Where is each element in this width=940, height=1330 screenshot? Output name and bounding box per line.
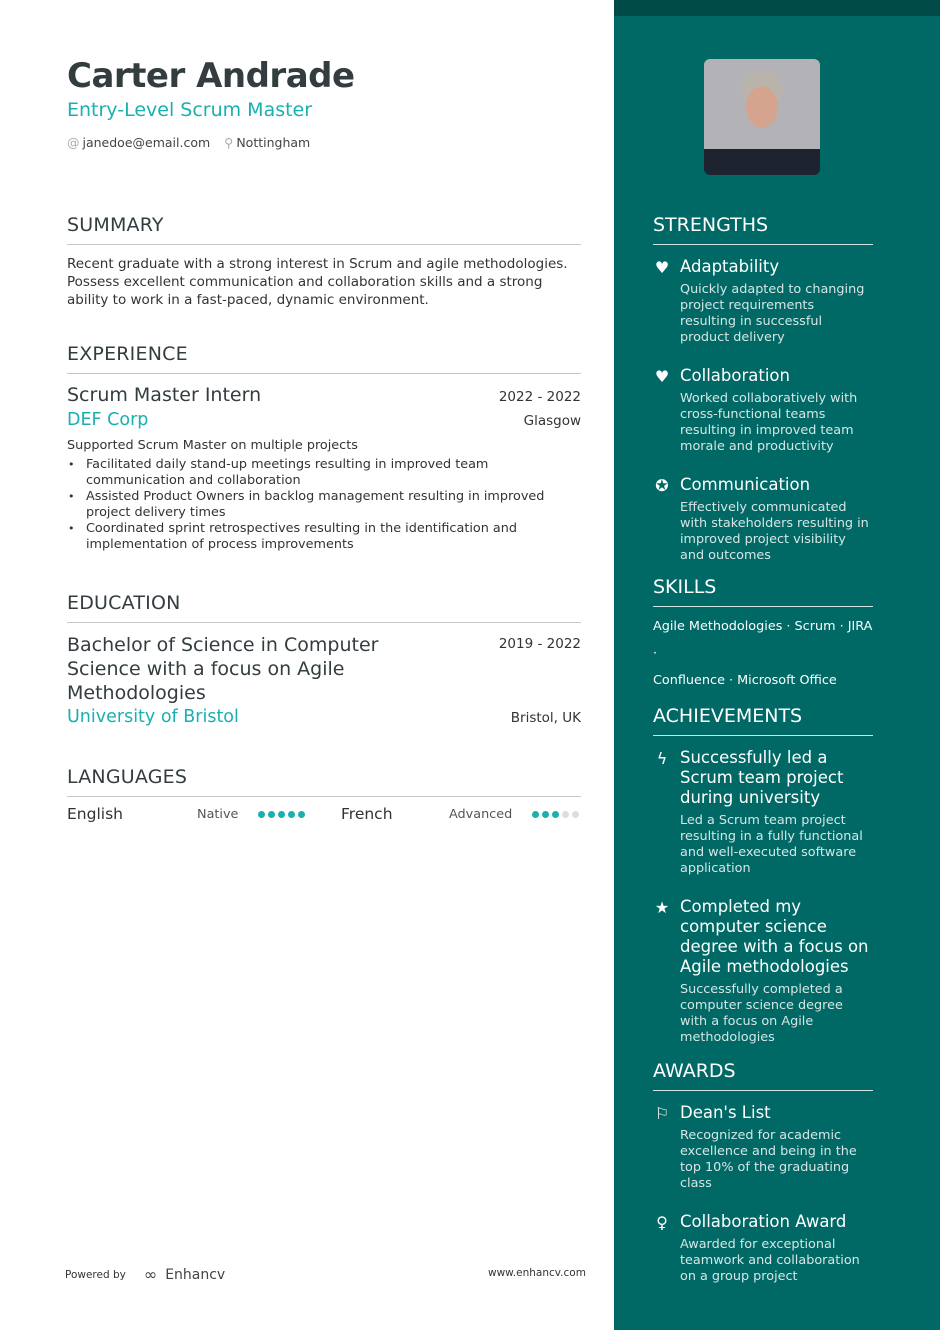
bullet: • Facilitated daily stand-up meetings resulting in improved team communication and collaboration <box>67 457 581 489</box>
section-heading: ACHIEVEMENTS <box>653 705 873 736</box>
strength-item <box>653 475 873 564</box>
strength-item <box>653 366 873 455</box>
footer-powered <box>65 1265 225 1284</box>
rating-dot <box>572 811 579 818</box>
bullet: • Assisted Product Owners in backlog management resulting in improved project delivery times <box>67 489 581 521</box>
school: University of Bristol <box>67 707 239 727</box>
strength-desc: Quickly adapted to changing project requirements resulting in successful product delivery <box>680 282 865 345</box>
rating-dot <box>278 811 285 818</box>
language-rating <box>258 811 341 818</box>
contact-info <box>67 135 310 150</box>
awards-section <box>653 1060 873 1285</box>
rating-dot <box>298 811 305 818</box>
heart-icon: ♥ <box>654 258 670 277</box>
section-heading: LANGUAGES <box>67 766 581 797</box>
award-desc: Awarded for exceptional teamwork and collaboration on a group project <box>680 1237 860 1284</box>
footer-url[interactable]: www.enhancv.com <box>488 1267 586 1279</box>
sidebar-top-band <box>614 0 940 16</box>
strength-item <box>653 257 873 346</box>
achievements-section <box>653 705 873 1046</box>
achievement-item <box>653 897 873 1046</box>
star-icon: ★ <box>654 898 670 917</box>
section-heading: EXPERIENCE <box>67 343 581 374</box>
skills-section <box>653 576 873 694</box>
rating-dot <box>542 811 549 818</box>
section-heading: SUMMARY <box>67 214 581 245</box>
job-bullets <box>67 457 581 553</box>
rating-dot <box>288 811 295 818</box>
languages-section <box>67 766 581 823</box>
degree: Bachelor of Science in Computer Science with a focus on Agile Methodologies <box>67 634 379 704</box>
award-item <box>653 1212 873 1285</box>
rating-dot <box>562 811 569 818</box>
section-heading: STRENGTHS <box>653 214 873 245</box>
enhancv-logo-icon: ∞ <box>143 1265 158 1284</box>
flag-icon: ⚐ <box>654 1104 670 1123</box>
section-heading: EDUCATION <box>67 592 581 623</box>
skills-line: Confluence · Microsoft Office <box>653 673 837 688</box>
brand-name[interactable]: Enhancv <box>165 1266 226 1283</box>
rating-dot <box>552 811 559 818</box>
strength-title: Communication <box>680 475 811 494</box>
at-icon: @ <box>67 135 80 150</box>
email[interactable]: janedoe@email.com <box>82 135 211 150</box>
location-pin-icon: ⚲ <box>224 135 234 150</box>
rating-dot <box>532 811 539 818</box>
achievement-title: Successfully led a Scrum team project during university <box>680 748 844 807</box>
strength-title: Adaptability <box>680 257 780 276</box>
lightning-icon: ϟ <box>656 749 668 768</box>
language-rating <box>532 811 579 818</box>
award-ribbon-icon: ✪ <box>655 476 669 495</box>
rating-dot <box>258 811 265 818</box>
section-heading: AWARDS <box>653 1060 873 1091</box>
job-location: Glasgow <box>523 413 581 429</box>
language-name: English <box>67 805 123 823</box>
section-heading: SKILLS <box>653 576 873 607</box>
award-item <box>653 1103 873 1192</box>
powered-by-label: Powered by <box>65 1268 126 1281</box>
language-level: Native <box>197 806 239 822</box>
education-section <box>67 592 581 727</box>
award-title: Collaboration Award <box>680 1212 847 1231</box>
strength-desc: Effectively communicated with stakeholders resulting in improved project visibility and outcomes <box>680 500 869 563</box>
heart-icon: ♥ <box>654 367 670 386</box>
strength-desc: Worked collaboratively with cross-functional teams resulting in improved team morale and productivity <box>680 391 858 454</box>
candidate-name: Carter Andrade <box>67 56 355 96</box>
award-desc: Recognized for academic excellence and being in the top 10% of the graduating class <box>680 1128 857 1191</box>
achievement-desc: Led a Scrum team project resulting in a fully functional and well-executed software application <box>680 813 863 876</box>
edu-dates: 2019 - 2022 <box>498 636 581 652</box>
language-name: French <box>341 805 393 823</box>
summary-text: Recent graduate with a strong interest in Scrum and agile methodologies. Possess excellent communication and collaboration skills and a strong ability to work in a fast-paced, dynamic environment. <box>67 256 568 308</box>
company: DEF Corp <box>67 410 149 430</box>
lightbulb-icon: ♀ <box>656 1213 668 1232</box>
language-level: Advanced <box>449 806 513 822</box>
summary-section <box>67 214 581 309</box>
job-title: Entry-Level Scrum Master <box>67 99 313 121</box>
achievement-desc: Successfully completed a computer science degree with a focus on Agile methodologies <box>680 982 843 1045</box>
location: Nottingham <box>236 135 311 150</box>
skills-line: Agile Methodologies · Scrum · JIRA · <box>653 619 873 661</box>
award-title: Dean's List <box>680 1103 771 1122</box>
achievement-title: Completed my computer science degree with a focus on Agile methodologies <box>680 897 869 976</box>
job-description: Supported Scrum Master on multiple projects <box>67 438 358 453</box>
strength-title: Collaboration <box>680 366 790 385</box>
bullet: • Coordinated sprint retrospectives resulting in the identification and implementation of process improvements <box>67 521 581 553</box>
achievement-item <box>653 748 873 877</box>
job-role: Scrum Master Intern <box>67 384 262 406</box>
job-dates: 2022 - 2022 <box>498 389 581 405</box>
rating-dot <box>268 811 275 818</box>
experience-section <box>67 343 581 553</box>
profile-photo <box>704 59 820 175</box>
edu-location: Bristol, UK <box>510 710 581 726</box>
strengths-section <box>653 214 873 564</box>
